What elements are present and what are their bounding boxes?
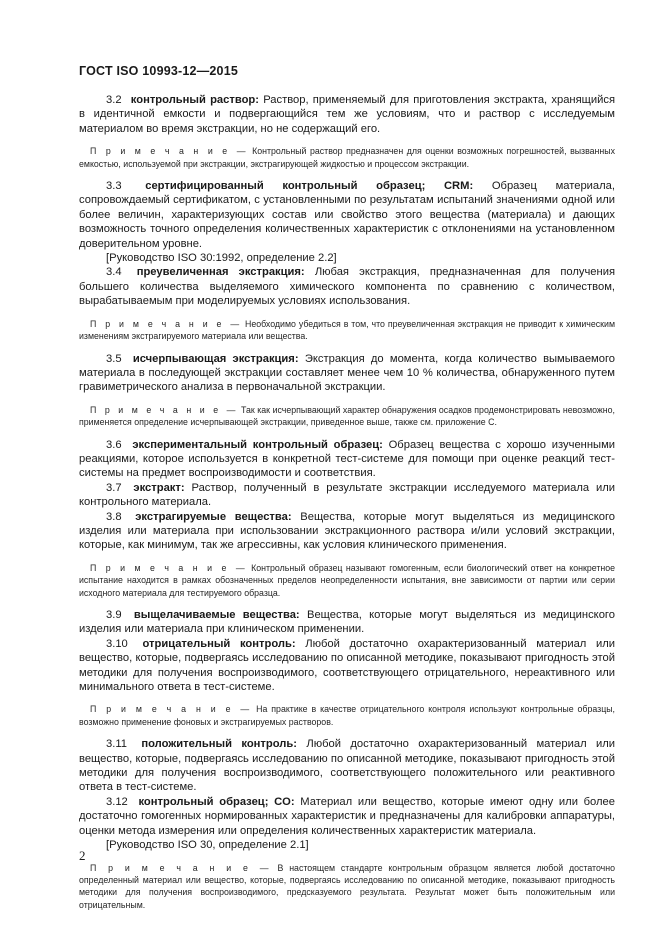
term-number: 3.7 <box>106 481 122 494</box>
term-definition: Материал или вещество, которые имеют одну или более достаточно гомогенных нормированных характеристик и предназначены для калибровки аппаратуры, оценки метода измерения или определения количественных характеристик материала. <box>79 795 615 837</box>
note-3-10 <box>79 703 615 728</box>
document-body <box>79 93 615 920</box>
term-number: 3.6 <box>106 438 122 451</box>
term-definition: Любая экстракция, предназначенная для получения большего количества выделяемого химического компонента по сравнению с количеством, вырабатываемым при моделируемых условиях использования. <box>79 266 616 308</box>
note-3-2 <box>79 145 615 170</box>
note-text: Необходимо убедиться в том, что преувеличенная экстракция не приводит к химическим изменениям экстрагируемого материала или вещества. <box>79 318 615 342</box>
note-label: П р и м е ч а н и е — <box>90 146 249 157</box>
term-name: положительный контроль: <box>141 738 297 751</box>
note-3-8 <box>79 562 615 599</box>
term-3-5 <box>79 352 615 395</box>
term-number: 3.8 <box>106 510 122 523</box>
note-label: П р и м е ч а н и е — <box>90 404 239 415</box>
term-3-8 <box>79 510 615 553</box>
note-3-5 <box>79 404 615 429</box>
term-definition: Раствор, полученный в результате экстракции исследуемого материала или контрольного материала. <box>79 481 616 509</box>
term-number: 3.5 <box>106 352 122 365</box>
page-number: 2 <box>79 848 86 863</box>
note-label: П р и м е ч а н и е — <box>90 704 253 715</box>
term-3-10 <box>79 637 615 695</box>
term-name: контрольный образец; CO: <box>138 795 295 808</box>
note-3-4 <box>79 318 615 343</box>
term-name: экстрагируемые вещества: <box>135 510 292 523</box>
note-text: В настоящем стандарте контрольным образцом является любой достаточно определенный материал или вещество, которые, подвергаясь исследованию по описанной методике, показывают пригодность методики для получения воспроизводимого, предсказуемого результата. Результат может быть положительным или отрицательным. <box>79 862 615 910</box>
term-3-12 <box>79 795 615 838</box>
term-name: преувеличенная экстракция: <box>136 266 305 279</box>
term-definition: Вещества, которые могут выделяться из медицинского изделия или материала при использовании экстракционного раствора и/или условий экстракции, которые, как минимум, так же агрессивны, как условия клинического применения. <box>79 510 616 552</box>
note-text: На практике в качестве отрицательного контроля используют контрольные образцы, возможно применение фоновых и экстрагируемых растворов. <box>79 704 615 727</box>
standard-header: ГОСТ ISO 10993-12—2015 <box>79 64 239 78</box>
term-name: экспериментальный контрольный образец: <box>132 438 383 451</box>
term-3-9 <box>79 608 615 637</box>
term-3-11 <box>79 737 615 795</box>
reference-3-12: [Руководство ISO 30, определение 2.1] <box>106 839 309 852</box>
term-definition: Образец вещества с хорошо изученными реакциями, которое используется в конкретной тест-системе для помощи при оценке реакций тест-системы на предмет воспроизводимости и соответствия. <box>79 438 616 480</box>
reference-3-3: [Руководство ISO 30:1992, определение 2.2] <box>106 252 337 265</box>
note-text: Так как исчерпывающий характер обнаружения осадков продемонстрировать невозможно, применяется определение исчерпывающей экстракции, приведенное выше, также см. приложение С. <box>79 404 615 428</box>
note-text: Контрольный образец называют гомогенным, если биологический ответ на конкретное испытание находится в рамках обозначенных пределов неопределенности испытания, вне зависимости от партии или серии исходного материала для тестируемого образца. <box>79 562 615 598</box>
term-name: исчерпывающая экстракция: <box>132 352 299 365</box>
term-definition: Экстракция до момента, когда количество вымываемого материала в последующей экстракции составляет менее чем 10 % количества, обнаруженного путем гравиметрического анализа в первоначальной экстракции. <box>79 352 616 394</box>
term-3-2 <box>79 93 615 136</box>
term-number: 3.12 <box>106 795 128 808</box>
term-3-4 <box>79 265 615 308</box>
term-name: экстракт: <box>133 481 185 494</box>
term-name: отрицательный контроль: <box>142 637 296 650</box>
term-name: контрольный раствор: <box>130 94 259 106</box>
term-3-6 <box>79 438 615 481</box>
term-definition: Образец материала, сопровождаемый сертификатом, с установленными по результатам испытаний значениями одной или более величин, характеризующих состав или свойство этого вещества (материала) и дающих возможность точного определения количественных характеристик с отклонениями на установленном доверительном уровне. <box>79 180 616 250</box>
term-number: 3.4 <box>106 266 122 279</box>
term-number: 3.11 <box>106 738 127 751</box>
note-label: П р и м е ч а н и е — <box>90 318 243 329</box>
note-3-12 <box>79 862 615 912</box>
term-definition: Вещества, которые могут выделяться из медицинского изделия или материала при клиническом применении. <box>79 609 615 636</box>
term-3-3 <box>79 179 615 251</box>
note-label: П р и м е ч а н и е — <box>90 862 272 873</box>
note-text: Контрольный раствор предназначен для оценки возможных погрешностей, вызванных емкостью, используемой при экстракции, экстрагирующей жидкостью и процессом экстракции. <box>79 146 615 169</box>
note-label: П р и м е ч а н и е — <box>90 562 248 573</box>
term-name: сертифицированный контрольный образец; CRM: <box>145 180 474 193</box>
term-3-7 <box>79 481 615 510</box>
term-definition: Любой достаточно охарактеризованный материал или вещество, которые, подвергаясь исследованию по описанной методике, показывают пригодность этой методики для получения воспроизводимого, соответствующего положительного или реактивного ответа в тест-системе. <box>79 738 616 794</box>
term-number: 3.9 <box>106 609 122 621</box>
term-name: выщелачиваемые вещества: <box>133 609 300 621</box>
term-number: 3.10 <box>106 637 128 650</box>
term-definition: Раствор, применяемый для приготовления экстракта, хранящийся в идентичной емкости и подвергающийся тем же условиям, что и раствор с исследуемым материалом во время экстракции, но не содержащий его. <box>79 94 616 135</box>
term-number: 3.2 <box>106 94 122 106</box>
term-number: 3.3 <box>106 180 122 193</box>
term-definition: Любой достаточно охарактеризованный материал или вещество, которые, подвергаясь исследованию по описанной методике, показывают пригодность этой методики для получения воспроизводимого, соответствующего отрицательного, нереактивного или минимального ответа в тест-системе. <box>79 637 616 694</box>
